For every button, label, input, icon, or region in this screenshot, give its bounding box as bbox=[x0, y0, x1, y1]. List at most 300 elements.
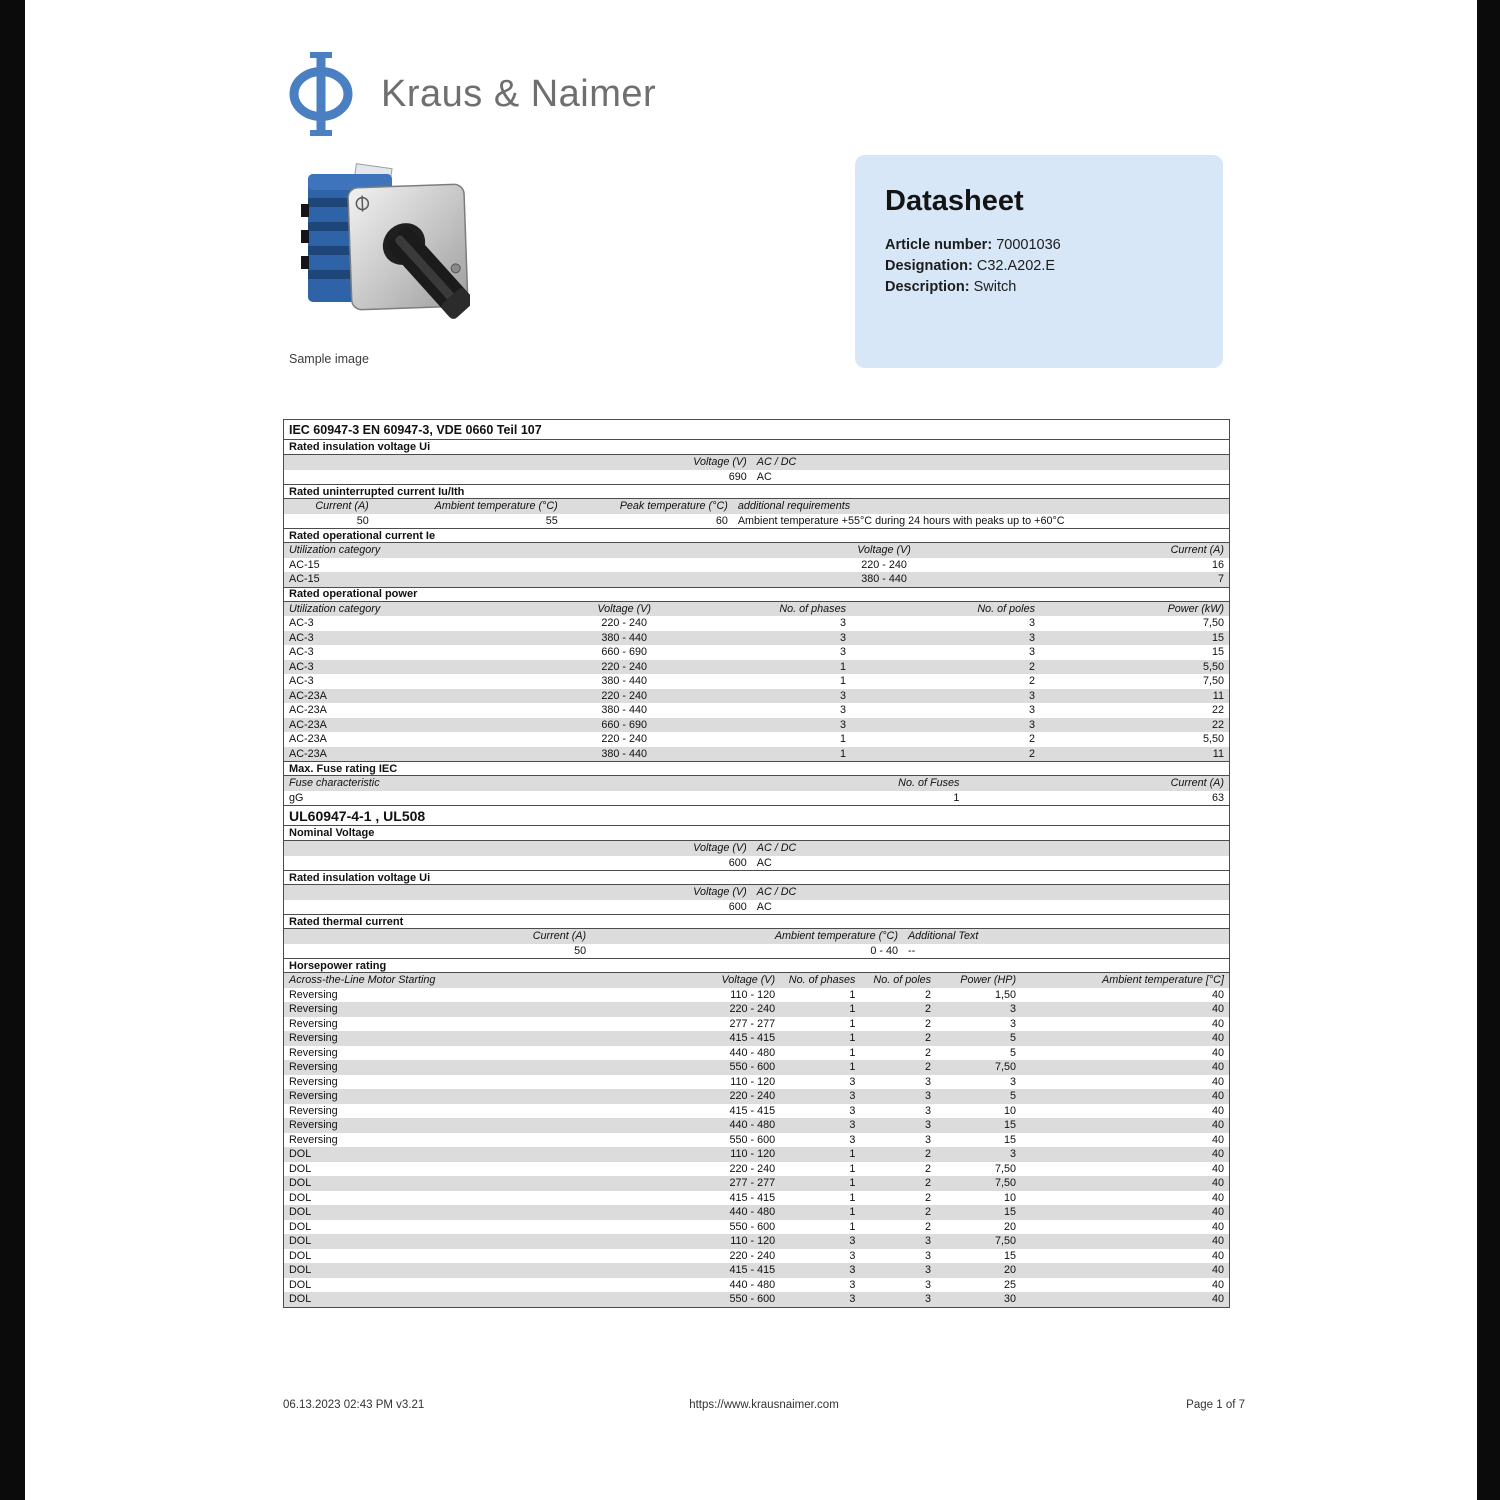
table-cell: Reversing bbox=[289, 1061, 338, 1074]
table-cell: 1 bbox=[839, 660, 846, 673]
table-row bbox=[284, 1133, 1229, 1148]
table-cell: Reversing bbox=[289, 1017, 338, 1030]
table-cell: DOL bbox=[289, 1220, 312, 1233]
table-row bbox=[284, 1176, 1229, 1191]
table-cell: AC / DC bbox=[756, 886, 797, 899]
table-head-row bbox=[284, 841, 1229, 856]
table-row bbox=[284, 1017, 1229, 1032]
table-cell: Across-the-Line Motor Starting bbox=[289, 974, 436, 987]
table-cell: AC-15 bbox=[289, 558, 320, 571]
table-cell: 7,50 bbox=[995, 1177, 1017, 1190]
table-row bbox=[284, 645, 1229, 660]
table-cell: AC-23A bbox=[289, 747, 327, 760]
table-cell: 3 bbox=[1028, 689, 1035, 702]
table-row bbox=[284, 689, 1229, 704]
table-cell: Additional Text bbox=[907, 930, 979, 943]
table-row bbox=[284, 1031, 1229, 1046]
footer-url-link[interactable]: https://www.krausnaimer.com bbox=[689, 1399, 839, 1411]
datasheet-infobox bbox=[855, 155, 1223, 368]
table-section-row bbox=[284, 958, 1229, 973]
table-cell: 277 - 277 bbox=[729, 1017, 776, 1030]
table-cell: 2 bbox=[925, 1148, 932, 1161]
table-row bbox=[284, 674, 1229, 689]
table-cell: DOL bbox=[289, 1162, 312, 1175]
table-section-row bbox=[284, 761, 1229, 776]
table-cell: 660 - 690 bbox=[601, 646, 647, 659]
table-row bbox=[284, 856, 1229, 871]
table-row bbox=[284, 1234, 1229, 1249]
table-row bbox=[284, 1002, 1229, 1017]
table-cell: 3 bbox=[1010, 1017, 1017, 1030]
description-value: Switch bbox=[973, 279, 1017, 295]
table-cell: 5 bbox=[1010, 1046, 1017, 1059]
table-cell: 3 bbox=[839, 617, 846, 630]
table-cell: 1 bbox=[839, 747, 846, 760]
table-cell: 40 bbox=[1211, 1293, 1224, 1306]
table-cell: 3 bbox=[839, 631, 846, 644]
table-cell: 600 bbox=[728, 900, 747, 913]
table-cell: 20 bbox=[1004, 1264, 1017, 1277]
table-cell: 220 - 240 bbox=[601, 617, 647, 630]
table-section-row bbox=[284, 914, 1229, 929]
table-row bbox=[284, 631, 1229, 646]
table-cell: 3 bbox=[849, 1293, 856, 1306]
table-cell: 40 bbox=[1211, 1003, 1224, 1016]
table-cell: 110 - 120 bbox=[730, 1148, 776, 1161]
table-cell: Reversing bbox=[289, 1090, 338, 1103]
table-cell: 690 bbox=[728, 470, 747, 483]
table-cell: 440 - 480 bbox=[729, 1119, 776, 1132]
table-cell: 2 bbox=[925, 1177, 932, 1190]
table-cell: 7,50 bbox=[995, 1061, 1017, 1074]
table-cell: 3 bbox=[839, 689, 846, 702]
table-cell: 40 bbox=[1211, 1119, 1224, 1132]
table-cell: 110 - 120 bbox=[730, 1235, 776, 1248]
table-cell: 63 bbox=[1211, 791, 1224, 804]
table-cell: DOL bbox=[289, 1206, 312, 1219]
table-cell: 40 bbox=[1211, 1278, 1224, 1291]
table-cell: 2 bbox=[925, 1003, 932, 1016]
table-cell: 40 bbox=[1211, 1090, 1224, 1103]
table-cell: Rated operational power bbox=[289, 588, 418, 600]
table-cell: Ambient temperature +55°C during 24 hours with peaks up to +60°C bbox=[737, 514, 1065, 527]
table-cell: 7 bbox=[1217, 573, 1224, 586]
table-row bbox=[284, 703, 1229, 718]
table-cell: Horsepower rating bbox=[289, 959, 387, 972]
table-cell: Max. Fuse rating IEC bbox=[289, 762, 398, 775]
table-cell: 3 bbox=[925, 1235, 932, 1248]
table-row bbox=[284, 1118, 1229, 1133]
table-cell: Current (A) bbox=[532, 930, 587, 943]
table-cell: 40 bbox=[1211, 1220, 1224, 1233]
table-cell: 60 bbox=[715, 514, 728, 527]
table-cell: 3 bbox=[925, 1264, 932, 1277]
table-row bbox=[284, 988, 1229, 1003]
table-head-row bbox=[284, 543, 1229, 558]
page-footer bbox=[283, 1399, 1245, 1411]
table-cell: 3 bbox=[849, 1249, 856, 1262]
table-row bbox=[284, 1220, 1229, 1235]
table-cell: 3 bbox=[925, 1278, 932, 1291]
table-cell: Rated insulation voltage Ui bbox=[289, 871, 431, 884]
table-cell: 1 bbox=[839, 733, 846, 746]
table-cell: 3 bbox=[839, 718, 846, 731]
table-cell: Rated thermal current bbox=[289, 915, 404, 928]
table-cell: DOL bbox=[289, 1235, 312, 1248]
table-cell: 22 bbox=[1211, 718, 1224, 731]
table-cell: 550 - 600 bbox=[729, 1293, 776, 1306]
table-cell: Power (HP) bbox=[960, 974, 1017, 987]
table-cell: AC-3 bbox=[289, 675, 314, 688]
table-cell: Power (kW) bbox=[1167, 602, 1224, 615]
table-cell: AC-3 bbox=[289, 617, 314, 630]
table-cell: Reversing bbox=[289, 1032, 338, 1045]
table-cell: Voltage (V) bbox=[597, 602, 651, 615]
table-cell: Peak temperature (°C) bbox=[619, 500, 728, 513]
table-cell: 550 - 600 bbox=[729, 1220, 776, 1233]
table-cell: DOL bbox=[289, 1293, 312, 1306]
table-cell: 3 bbox=[849, 1104, 856, 1117]
table-cell: 11 bbox=[1212, 689, 1224, 702]
table-cell: DOL bbox=[289, 1148, 312, 1161]
table-cell: 3 bbox=[925, 1249, 932, 1262]
table-row bbox=[284, 944, 1229, 959]
article-number-label: Article number: bbox=[885, 237, 993, 253]
table-cell: 40 bbox=[1211, 1162, 1224, 1175]
table-cell: 220 - 240 bbox=[729, 1090, 776, 1103]
table-cell: 7,50 bbox=[995, 1235, 1017, 1248]
table-cell: 7,50 bbox=[1202, 675, 1224, 688]
table-cell: 220 - 240 bbox=[729, 1003, 776, 1016]
table-cell: Reversing bbox=[289, 1046, 338, 1059]
table-cell: Reversing bbox=[289, 988, 338, 1001]
table-cell: 415 - 415 bbox=[729, 1032, 776, 1045]
table-cell: 3 bbox=[849, 1119, 856, 1132]
table-cell: 1 bbox=[953, 791, 960, 804]
table-cell: 40 bbox=[1211, 1032, 1224, 1045]
table-cell: 1 bbox=[849, 1046, 856, 1059]
table-cell: Ambient temperature [°C] bbox=[1102, 974, 1224, 987]
table-cell: 55 bbox=[545, 514, 558, 527]
table-cell: 40 bbox=[1211, 1191, 1224, 1204]
table-cell: 22 bbox=[1211, 704, 1224, 717]
table-cell: 660 - 690 bbox=[601, 718, 647, 731]
brand-logo bbox=[283, 50, 656, 138]
table-cell: 40 bbox=[1211, 1133, 1224, 1146]
table-cell: 550 - 600 bbox=[729, 1061, 776, 1074]
table-cell: 3 bbox=[849, 1133, 856, 1146]
table-cell: 380 - 440 bbox=[601, 704, 647, 717]
table-cell: 110 - 120 bbox=[730, 1075, 776, 1088]
table-cell: 1 bbox=[839, 675, 846, 688]
table-cell: 2 bbox=[925, 1017, 932, 1030]
table-cell: 15 bbox=[1004, 1206, 1017, 1219]
table-cell: 1 bbox=[849, 1220, 856, 1233]
table-cell: 3 bbox=[839, 704, 846, 717]
table-cell: 1 bbox=[849, 1177, 856, 1190]
table-cell: Nominal Voltage bbox=[289, 827, 375, 839]
table-cell: 15 bbox=[1211, 631, 1224, 644]
table-cell: 1 bbox=[849, 1206, 856, 1219]
table-cell: 2 bbox=[1028, 747, 1035, 760]
table-cell: 220 - 240 bbox=[729, 1249, 776, 1262]
footer-page-number: Page 1 of 7 bbox=[1186, 1399, 1245, 1411]
table-cell: 40 bbox=[1211, 1206, 1224, 1219]
table-cell: AC-15 bbox=[289, 573, 320, 586]
table-cell: 2 bbox=[925, 1032, 932, 1045]
table-section-row bbox=[284, 484, 1229, 499]
table-cell: AC-3 bbox=[289, 660, 314, 673]
table-cell: Ambient temperature (°C) bbox=[774, 930, 898, 943]
table-cell: Utilization category bbox=[289, 544, 381, 557]
table-row bbox=[284, 1292, 1229, 1307]
table-cell: 11 bbox=[1212, 747, 1224, 760]
table-cell: DOL bbox=[289, 1249, 312, 1262]
table-cell: 5 bbox=[1010, 1090, 1017, 1103]
table-cell: DOL bbox=[289, 1191, 312, 1204]
table-cell: 5 bbox=[1010, 1032, 1017, 1045]
table-row bbox=[284, 718, 1229, 733]
table-cell: 40 bbox=[1211, 1104, 1224, 1117]
spec-table bbox=[283, 419, 1230, 1308]
table-cell: 3 bbox=[925, 1119, 932, 1132]
table-cell: 1 bbox=[849, 988, 856, 1001]
table-cell: 415 - 415 bbox=[729, 1264, 776, 1277]
table-cell: 3 bbox=[925, 1293, 932, 1306]
table-cell: AC-3 bbox=[289, 646, 314, 659]
table-cell: Ambient temperature (°C) bbox=[434, 500, 558, 513]
article-number-value: 70001036 bbox=[996, 237, 1061, 253]
table-cell: 40 bbox=[1211, 1061, 1224, 1074]
table-row bbox=[284, 1089, 1229, 1104]
table-section-row bbox=[284, 826, 1229, 841]
table-cell: Voltage (V) bbox=[693, 886, 747, 899]
table-cell: IEC 60947-3 EN 60947-3, VDE 0660 Teil 107 bbox=[289, 422, 542, 437]
phi-logo-icon bbox=[283, 50, 359, 138]
table-cell: 600 bbox=[728, 856, 747, 869]
table-cell: 2 bbox=[1028, 733, 1035, 746]
table-cell: 40 bbox=[1211, 1235, 1224, 1248]
table-cell: No. of Fuses bbox=[898, 777, 960, 790]
table-cell: 5,50 bbox=[1202, 660, 1224, 673]
table-row bbox=[284, 514, 1229, 529]
description-field bbox=[885, 277, 1193, 298]
table-cell: 2 bbox=[1028, 675, 1035, 688]
table-head-row bbox=[284, 973, 1229, 988]
table-cell: 40 bbox=[1211, 1264, 1224, 1277]
table-cell: 2 bbox=[925, 1220, 932, 1233]
table-cell: 1 bbox=[849, 1162, 856, 1175]
table-cell: AC / DC bbox=[756, 842, 797, 855]
table-cell: 1 bbox=[849, 1148, 856, 1161]
table-cell: 380 - 440 bbox=[601, 747, 647, 760]
table-cell: 40 bbox=[1211, 1177, 1224, 1190]
table-cell: 220 - 240 bbox=[601, 660, 647, 673]
table-cell: Reversing bbox=[289, 1119, 338, 1132]
table-cell: 2 bbox=[925, 1046, 932, 1059]
product-image bbox=[298, 160, 470, 346]
table-row bbox=[284, 558, 1229, 573]
table-cell: Reversing bbox=[289, 1003, 338, 1016]
table-cell: 440 - 480 bbox=[729, 1046, 776, 1059]
table-head-row bbox=[284, 455, 1229, 470]
table-cell: AC-23A bbox=[289, 689, 327, 702]
table-row bbox=[284, 791, 1229, 806]
infobox-title: Datasheet bbox=[885, 185, 1024, 217]
table-cell: 2 bbox=[925, 1061, 932, 1074]
table-row bbox=[284, 900, 1229, 915]
table-cell: AC bbox=[756, 470, 772, 483]
table-cell: Reversing bbox=[289, 1133, 338, 1146]
table-cell: AC-23A bbox=[289, 718, 327, 731]
table-cell: 415 - 415 bbox=[729, 1191, 776, 1204]
table-cell: No. of poles bbox=[977, 602, 1035, 615]
table-row bbox=[284, 470, 1229, 485]
table-cell: No. of phases bbox=[779, 602, 846, 615]
table-cell: 15 bbox=[1004, 1119, 1017, 1132]
table-cell: 3 bbox=[849, 1090, 856, 1103]
table-cell: 1 bbox=[849, 1003, 856, 1016]
table-cell: 15 bbox=[1004, 1249, 1017, 1262]
table-cell: No. of phases bbox=[788, 974, 856, 987]
table-cell: Rated insulation voltage Ui bbox=[289, 441, 431, 453]
page-edge-left bbox=[0, 0, 25, 1500]
table-cell: 1 bbox=[849, 1017, 856, 1030]
table-row bbox=[284, 1075, 1229, 1090]
table-cell: 40 bbox=[1211, 1249, 1224, 1262]
table-cell: 3 bbox=[1028, 631, 1035, 644]
table-cell: 50 bbox=[356, 514, 369, 527]
table-cell: 0 - 40 bbox=[870, 944, 898, 957]
table-row bbox=[284, 1046, 1229, 1061]
table-cell: 40 bbox=[1211, 1148, 1224, 1161]
table-cell: 415 - 415 bbox=[729, 1104, 776, 1117]
table-title2-row bbox=[284, 805, 1229, 826]
table-cell: Current (A) bbox=[1170, 777, 1224, 790]
table-cell: 3 bbox=[839, 646, 846, 659]
table-cell: Rated uninterrupted current Iu/Ith bbox=[289, 485, 465, 498]
table-cell: 1 bbox=[849, 1032, 856, 1045]
table-row bbox=[284, 1060, 1229, 1075]
table-cell: Rated operational current Ie bbox=[289, 529, 436, 542]
table-cell: 220 - 240 bbox=[601, 733, 647, 746]
table-cell: 40 bbox=[1211, 1046, 1224, 1059]
table-head-row bbox=[284, 499, 1229, 514]
table-cell: 3 bbox=[849, 1235, 856, 1248]
table-cell: 20 bbox=[1004, 1220, 1017, 1233]
table-cell: 380 - 440 bbox=[601, 675, 647, 688]
table-cell: 2 bbox=[925, 1206, 932, 1219]
table-cell: Voltage (V) bbox=[693, 456, 747, 469]
table-head-row bbox=[284, 776, 1229, 791]
table-cell: 277 - 277 bbox=[729, 1177, 776, 1190]
brand-name: Kraus & Naimer bbox=[381, 72, 657, 115]
table-cell: 50 bbox=[574, 944, 587, 957]
table-cell: UL60947-4-1 , UL508 bbox=[289, 807, 426, 824]
table-cell: 110 - 120 bbox=[730, 988, 776, 1001]
table-row bbox=[284, 572, 1229, 587]
table-section-row bbox=[284, 587, 1229, 602]
table-cell: AC-3 bbox=[289, 631, 314, 644]
table-cell: Current (A) bbox=[1170, 544, 1224, 557]
table-cell: 2 bbox=[925, 988, 932, 1001]
description-label: Description: bbox=[885, 279, 970, 295]
table-cell: No. of poles bbox=[873, 974, 932, 987]
table-cell: Reversing bbox=[289, 1075, 338, 1088]
table-cell: AC bbox=[756, 856, 772, 869]
table-row bbox=[284, 1191, 1229, 1206]
table-cell: 3 bbox=[1028, 617, 1035, 630]
table-cell: AC bbox=[756, 900, 772, 913]
table-cell: 3 bbox=[1010, 1148, 1017, 1161]
table-row bbox=[284, 732, 1229, 747]
table-head-row bbox=[284, 929, 1229, 944]
table-cell: 3 bbox=[925, 1133, 932, 1146]
table-cell: 40 bbox=[1211, 1017, 1224, 1030]
table-cell: Utilization category bbox=[289, 602, 381, 615]
table-cell: 220 - 240 bbox=[601, 689, 647, 702]
table-cell: 3 bbox=[849, 1264, 856, 1277]
table-cell: gG bbox=[289, 791, 304, 804]
table-cell: Fuse characteristic bbox=[289, 777, 380, 790]
table-cell: DOL bbox=[289, 1177, 312, 1190]
table-cell: AC / DC bbox=[756, 456, 797, 469]
table-cell: 3 bbox=[1028, 704, 1035, 717]
table-cell: 10 bbox=[1004, 1191, 1017, 1204]
table-cell: 1 bbox=[849, 1061, 856, 1074]
table-cell: 7,50 bbox=[995, 1162, 1017, 1175]
table-row bbox=[284, 1278, 1229, 1293]
table-cell: 5,50 bbox=[1202, 733, 1224, 746]
table-cell: Current (A) bbox=[315, 500, 369, 513]
table-cell: 3 bbox=[1028, 718, 1035, 731]
sample-image-caption: Sample image bbox=[289, 352, 369, 366]
table-cell: 440 - 480 bbox=[729, 1206, 776, 1219]
table-row bbox=[284, 1147, 1229, 1162]
table-cell: DOL bbox=[289, 1264, 312, 1277]
table-row bbox=[284, 1162, 1229, 1177]
table-cell: 3 bbox=[849, 1075, 856, 1088]
table-cell: DOL bbox=[289, 1278, 312, 1291]
table-cell: 30 bbox=[1004, 1293, 1017, 1306]
table-head-row bbox=[284, 602, 1229, 617]
table-cell: 380 - 440 bbox=[861, 573, 907, 586]
table-cell: 25 bbox=[1004, 1278, 1017, 1291]
table-row bbox=[284, 616, 1229, 631]
table-cell: 15 bbox=[1004, 1133, 1017, 1146]
table-cell: 1 bbox=[849, 1191, 856, 1204]
table-section-row bbox=[284, 440, 1229, 455]
table-cell: Voltage (V) bbox=[693, 842, 747, 855]
table-cell: 550 - 600 bbox=[729, 1133, 776, 1146]
table-cell: 440 - 480 bbox=[729, 1278, 776, 1291]
designation-field bbox=[885, 256, 1193, 277]
table-title-row bbox=[284, 420, 1229, 440]
table-cell: 220 - 240 bbox=[861, 558, 907, 571]
table-cell: 15 bbox=[1211, 646, 1224, 659]
table-cell: 16 bbox=[1211, 558, 1224, 571]
table-cell: 7,50 bbox=[1202, 617, 1224, 630]
table-cell: -- bbox=[907, 944, 916, 957]
table-cell: 2 bbox=[1028, 660, 1035, 673]
table-cell: 3 bbox=[1010, 1075, 1017, 1088]
table-cell: Reversing bbox=[289, 1104, 338, 1117]
footer-date: 06.13.2023 02:43 PM v3.21 bbox=[283, 1399, 425, 1411]
table-cell: Voltage (V) bbox=[721, 974, 776, 987]
table-cell: additional requirements bbox=[737, 500, 851, 513]
article-number-field bbox=[885, 235, 1193, 256]
table-head-row bbox=[284, 885, 1229, 900]
